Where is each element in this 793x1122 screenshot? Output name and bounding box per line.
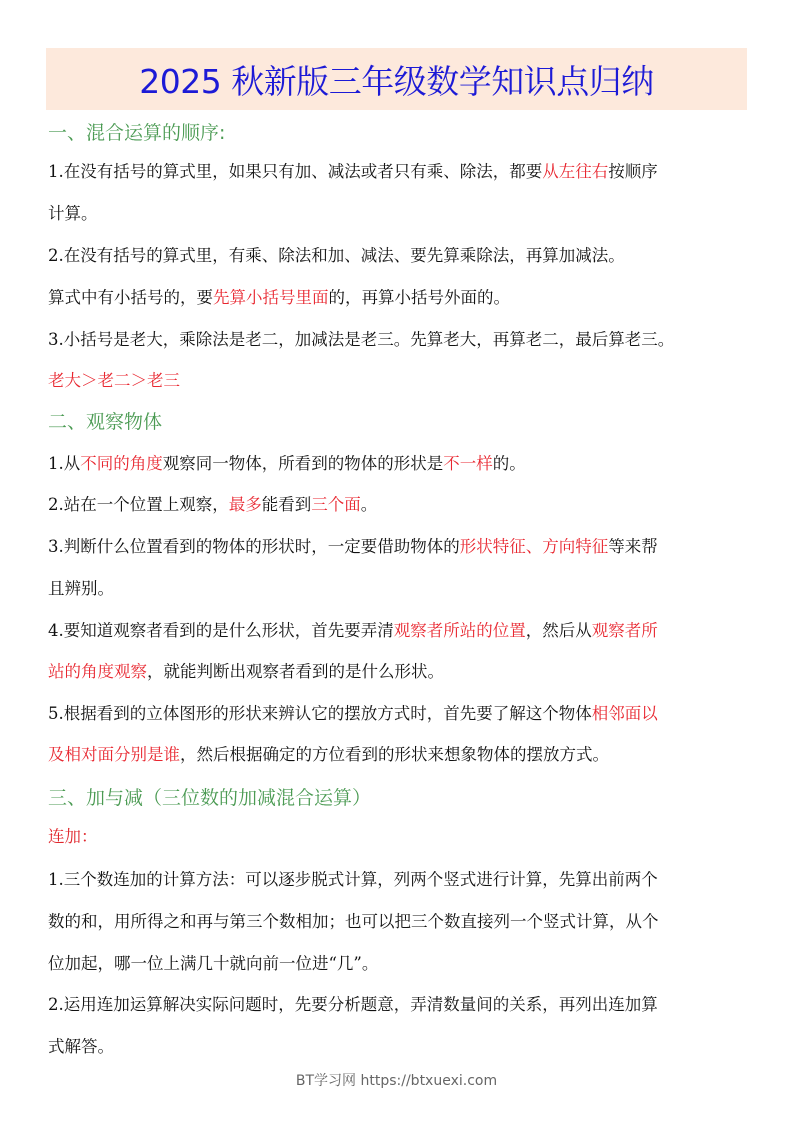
title-banner bbox=[46, 48, 747, 110]
highlight-text: 从左往右 bbox=[542, 162, 609, 181]
highlight-text: 最多 bbox=[228, 495, 262, 514]
paragraph-line bbox=[48, 661, 748, 683]
paragraph-line bbox=[48, 536, 748, 558]
text-run: 位加起，哪一位上满几十就向前一位进“几”。 bbox=[48, 954, 379, 973]
highlight-text: 形状特征、方向特征 bbox=[459, 537, 609, 556]
highlight-text: 不同的角度 bbox=[80, 454, 163, 473]
paragraph-line bbox=[48, 620, 748, 642]
text-run: 1.三个数连加的计算方法：可以逐步脱式计算，列两个竖式进行计算，先算出前两个 bbox=[48, 870, 658, 889]
paragraph-line bbox=[48, 911, 748, 933]
paragraph-line bbox=[48, 245, 748, 267]
text-run: 的。 bbox=[492, 454, 526, 473]
text-run: 算式中有小括号的，要 bbox=[48, 288, 213, 307]
text-run: 3.判断什么位置看到的物体的形状时，一定要借助物体的 bbox=[48, 537, 460, 556]
highlight-text: 不一样 bbox=[443, 454, 493, 473]
highlight-text: 站的角度观察 bbox=[48, 662, 147, 681]
paragraph-line bbox=[48, 994, 748, 1016]
paragraph-line bbox=[48, 453, 748, 475]
paragraph-line bbox=[48, 953, 748, 975]
text-run: ，就能判断出观察者看到的是什么形状。 bbox=[147, 662, 444, 681]
paragraph-line bbox=[48, 744, 748, 766]
text-run: 计算。 bbox=[48, 204, 98, 223]
text-run: ，然后根据确定的方位看到的形状来想象物体的摆放方式。 bbox=[180, 745, 609, 764]
text-run: 式解答。 bbox=[48, 1037, 114, 1056]
section-heading-2: 二、观察物体 bbox=[48, 411, 163, 433]
text-run: 数的和，用所得之和再与第三个数相加；也可以把三个数直接列一个竖式计算，从个 bbox=[48, 912, 659, 931]
paragraph-line bbox=[48, 329, 748, 351]
text-run: 观察同一物体，所看到的物体的形状是 bbox=[162, 454, 444, 473]
highlight-text: 相邻面以 bbox=[591, 704, 658, 723]
text-run: 4.要知道观察者看到的是什么形状，首先要弄清 bbox=[48, 621, 394, 640]
text-run: 1.在没有括号的算式里，如果只有加、减法或者只有乘、除法，都要 bbox=[48, 162, 543, 181]
page-title: 2025 秋新版三年级数学知识点归纳 bbox=[139, 61, 654, 101]
text-run: 2.在没有括号的算式里，有乘、除法和加、减法、要先算乘除法，再算加减法。 bbox=[48, 246, 625, 265]
highlight-text: 三个面 bbox=[311, 495, 361, 514]
paragraph-line bbox=[48, 703, 748, 725]
highlight-text: 及相对面分别是谁 bbox=[48, 745, 180, 764]
paragraph-line bbox=[48, 203, 748, 225]
text-run: 能看到 bbox=[261, 495, 312, 514]
highlight-text: 老大＞老二＞老三 bbox=[48, 371, 180, 390]
paragraph-line bbox=[48, 1036, 748, 1058]
text-run: 等来帮 bbox=[608, 537, 658, 556]
section-heading-3: 三、加与减（三位数的加减混合运算） bbox=[48, 787, 372, 809]
text-run: 1.从 bbox=[48, 454, 81, 473]
text-run: ，然后从 bbox=[525, 621, 592, 640]
text-run: 2.站在一个位置上观察， bbox=[48, 495, 229, 514]
text-run: 5.根据看到的立体图形的形状来辨认它的摆放方式时，首先要了解这个物体 bbox=[48, 704, 592, 723]
text-run: 的，再算小括号外面的。 bbox=[328, 288, 510, 307]
section-heading-1: 一、混合运算的顺序: bbox=[48, 122, 226, 144]
text-run: 。 bbox=[360, 495, 378, 514]
subheading-continuous-addition: 连加： bbox=[48, 827, 98, 846]
highlight-text: 观察者所站的位置 bbox=[393, 621, 526, 640]
text-run: 且辨别。 bbox=[48, 579, 114, 598]
highlight-text: 观察者所 bbox=[591, 621, 658, 640]
text-run: 2.运用连加运算解决实际问题时，先要分析题意，弄清数量间的关系，再列出连加算 bbox=[48, 995, 658, 1014]
text-run: 按顺序 bbox=[608, 162, 658, 181]
paragraph-line bbox=[48, 161, 748, 183]
paragraph-line bbox=[48, 869, 748, 891]
footer-watermark: BT学习网 https://btxuexi.com bbox=[295, 1073, 498, 1089]
paragraph-line bbox=[48, 494, 748, 516]
text-run: 3.小括号是老大，乘除法是老二，加减法是老三。先算老大，再算老二，最后算老三。 bbox=[48, 330, 675, 349]
paragraph-line bbox=[48, 287, 748, 309]
highlight-text: 先算小括号里面 bbox=[213, 288, 329, 307]
paragraph-line bbox=[48, 578, 748, 600]
paragraph-line bbox=[48, 370, 748, 392]
